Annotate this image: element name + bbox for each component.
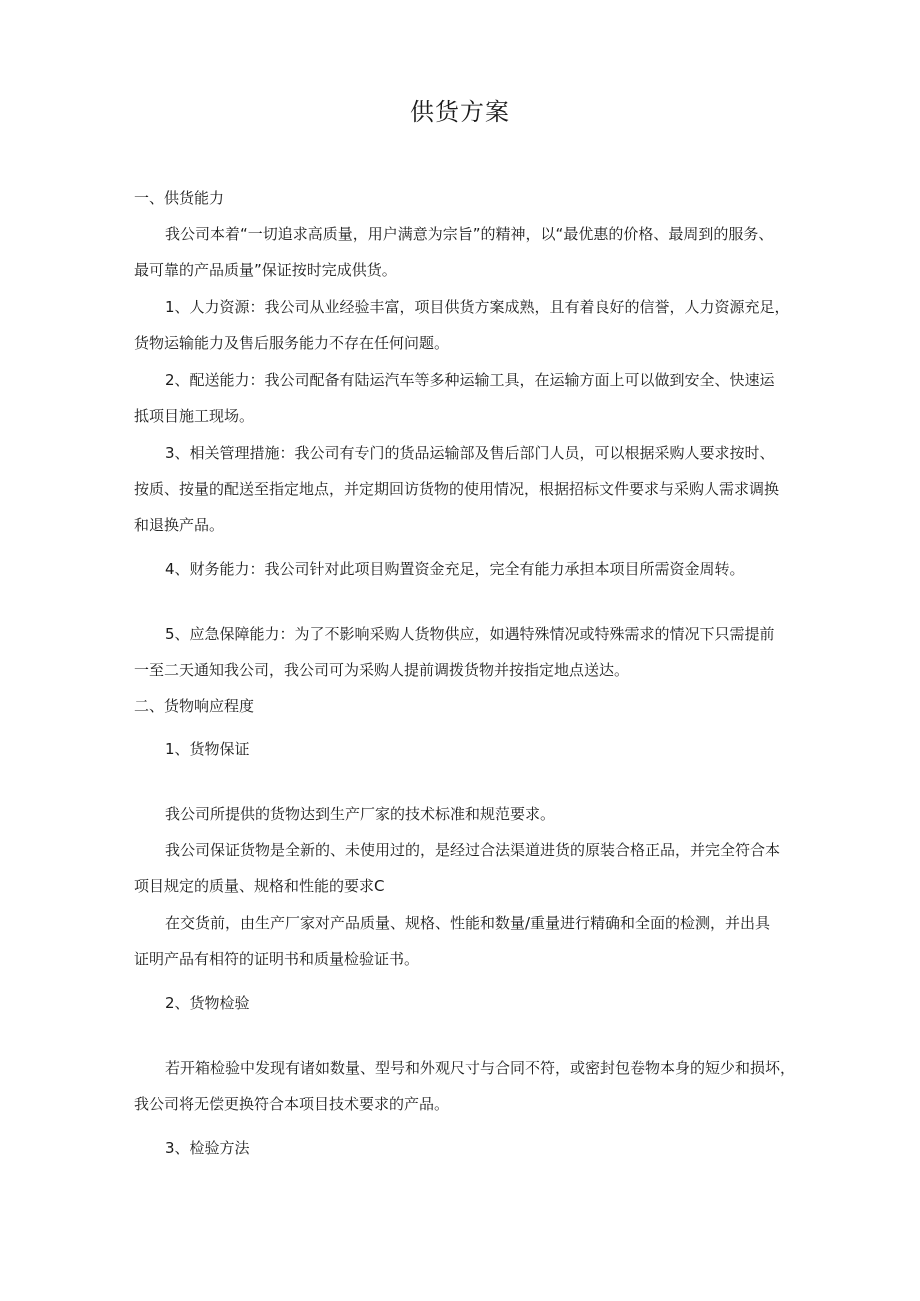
- paragraph-line: 货物运输能力及售后服务能力不存在任何问题。: [134, 334, 450, 352]
- paragraph-line: 若开箱检验中发现有诸如数量、型号和外观尺寸与合同不符，或密封包卷物本身的短少和损坏，: [165, 1059, 796, 1077]
- paragraph-line: 我公司将无偿更换符合本项目技术要求的产品。: [134, 1095, 450, 1113]
- section-2-subheading-1: 1、货物保证: [165, 740, 250, 758]
- paragraph-line: 按质、按量的配送至指定地点，并定期回访货物的使用情况，根据招标文件要求与采购人需求调换: [134, 480, 780, 498]
- section-1-item-4: 4、财务能力：我公司针对此项目购置资金充足，完全有能力承担本项目所需资金周转。: [165, 560, 745, 578]
- section-2-paragraph-2: [134, 832, 802, 904]
- document-title: 供货方案: [410, 98, 510, 126]
- section-2-subheading-3: 3、检验方法: [165, 1139, 250, 1157]
- paragraph-line: 证明产品有相符的证明书和质量检验证书。: [134, 950, 420, 968]
- section-2-paragraph-1: 我公司所提供的货物达到生产厂家的技术标准和规范要求。: [165, 805, 556, 823]
- section-1-heading: 一、供货能力: [134, 189, 225, 207]
- paragraph-line: 我公司保证货物是全新的、未使用过的，是经过合法渠道进货的原装合格正品，并完全符合本: [165, 841, 781, 859]
- paragraph-line: 1、人力资源：我公司从业经验丰富，项目供货方案成熟，且有着良好的信誉，人力资源充足，: [165, 298, 790, 316]
- section-2-subheading-2: 2、货物检验: [165, 994, 250, 1012]
- paragraph-line: 2、配送能力：我公司配备有陆运汽车等多种运输工具，在运输方面上可以做到安全、快速运: [165, 371, 775, 389]
- section-1-item-2: [134, 362, 802, 434]
- section-2-paragraph-3: [134, 905, 802, 977]
- section-2-paragraph-4: [134, 1050, 802, 1122]
- section-1-intro: [134, 216, 802, 288]
- paragraph-line: 一至二天通知我公司，我公司可为采购人提前调拨货物并按指定地点送达。: [134, 661, 630, 679]
- paragraph-line: 和退换产品。: [134, 516, 225, 534]
- section-1-item-5: [134, 616, 802, 688]
- paragraph-line: 最可靠的产品质量”保证按时完成供货。: [134, 261, 397, 279]
- paragraph-line: 我公司本着“一切追求高质量，用户满意为宗旨”的精神，以“最优惠的价格、最周到的服务、: [165, 225, 774, 243]
- section-1-item-1: [134, 289, 802, 361]
- paragraph-line: 项目规定的质量、规格和性能的要求C: [134, 877, 385, 895]
- paragraph-line: 3、相关管理措施：我公司有专门的货品运输部及售后部门人员，可以根据采购人要求按时、: [165, 444, 775, 462]
- paragraph-line: 5、应急保障能力：为了不影响采购人货物供应，如遇特殊情况或特殊需求的情况下只需提前: [165, 625, 775, 643]
- paragraph-line: 在交货前，由生产厂家对产品质量、规格、性能和数量/重量进行精确和全面的检测，并出具: [165, 914, 771, 932]
- paragraph-line: 抵项目施工现场。: [134, 407, 255, 425]
- section-1-item-3: [134, 435, 802, 543]
- section-2-heading: 二、货物响应程度: [134, 697, 255, 715]
